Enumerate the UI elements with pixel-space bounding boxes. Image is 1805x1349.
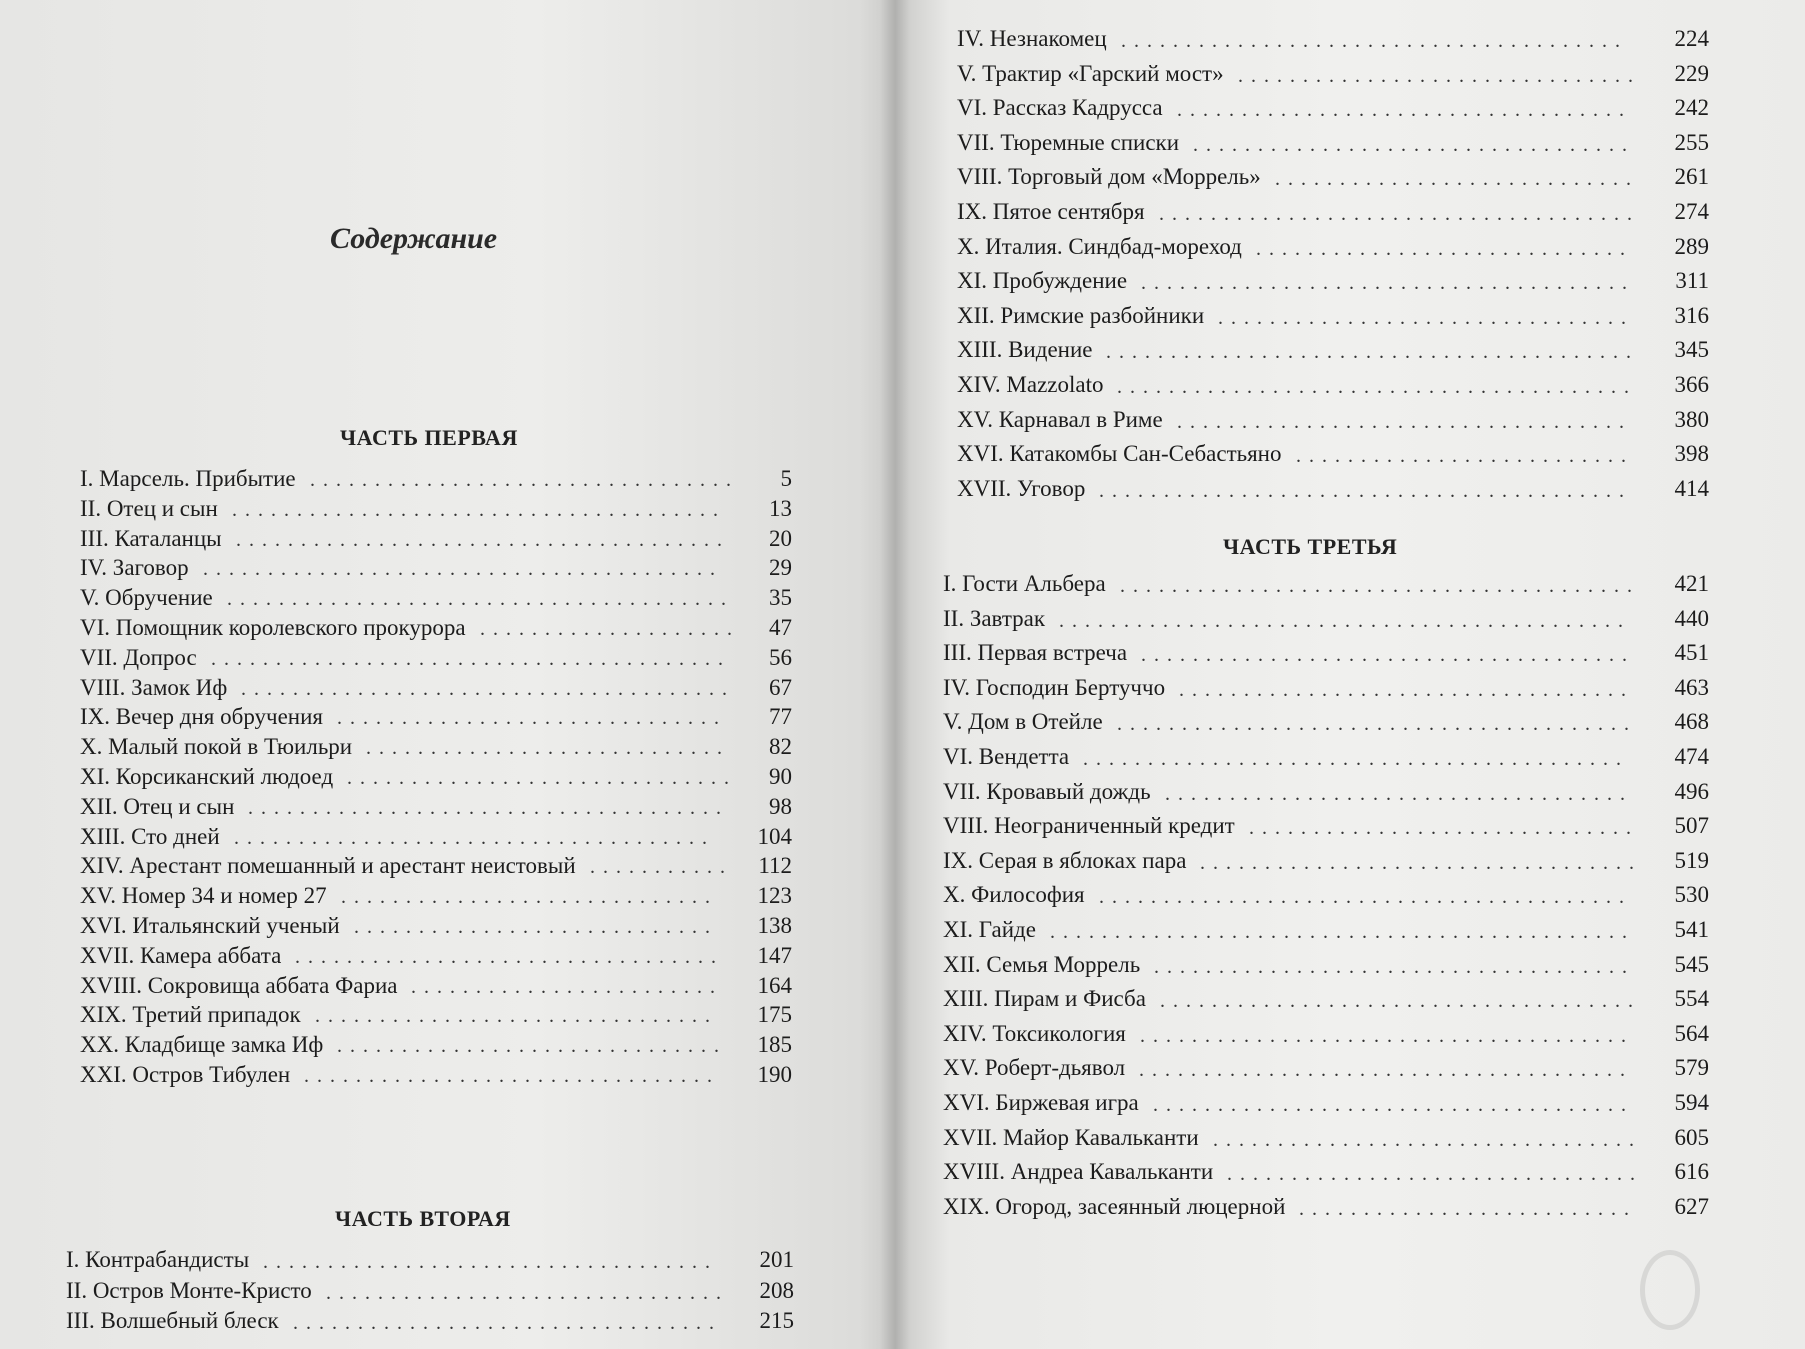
chapter-title: IV. Господин Бертуччо (943, 674, 1166, 700)
dot-leader: ..................................... (1159, 202, 1640, 225)
toc-entry (80, 702, 792, 732)
chapter-title: VII. Допрос (80, 644, 197, 670)
dot-leader: ................................. (293, 1312, 722, 1334)
page-number: 164 (757, 972, 792, 998)
part-3-entries (943, 567, 1709, 1224)
page-number: 451 (1674, 640, 1709, 666)
page-number: 90 (769, 763, 792, 789)
chapter-title: XIII. Пирам и Фисба (943, 986, 1146, 1012)
chapter-title: III. Каталанцы (80, 525, 222, 551)
toc-entry (943, 809, 1709, 844)
toc-entry (80, 881, 792, 911)
toc-entry (943, 878, 1709, 913)
page-number: 201 (759, 1247, 794, 1272)
dot-leader: ...................................... (1140, 1024, 1634, 1047)
page-number: 530 (1674, 882, 1709, 908)
page-number: 554 (1674, 986, 1709, 1012)
dot-leader: ................................. (295, 945, 724, 968)
page-number: 496 (1674, 778, 1709, 804)
page-number: 175 (757, 1002, 792, 1028)
chapter-title: XV. Карнавал в Риме (957, 406, 1163, 432)
chapter-title: VI. Вендетта (943, 743, 1070, 769)
chapter-title: XII. Отец и сын (80, 793, 235, 819)
chapter-title: XII. Римские разбойники (957, 302, 1205, 328)
chapter-title: XIX. Огород, засеянный люцерной (943, 1193, 1286, 1219)
page-number: 13 (769, 495, 792, 521)
dot-leader: .............................. (337, 707, 727, 730)
toc-entry (957, 195, 1709, 230)
chapter-title: II. Остров Монте-Кристо (66, 1277, 312, 1303)
toc-entry (943, 982, 1709, 1017)
dot-leader: ............................ (1275, 168, 1639, 191)
page-number: 311 (1675, 268, 1709, 294)
toc-title: Содержание (330, 222, 498, 255)
chapter-title: XVI. Итальянский ученый (80, 912, 340, 938)
page-number: 463 (1674, 674, 1709, 700)
page-number: 35 (769, 585, 792, 611)
dot-leader: ............................ (354, 915, 718, 938)
page-number: 104 (757, 823, 792, 849)
toc-entry (957, 333, 1709, 368)
chapter-title: XXI. Остров Тибулен (80, 1061, 291, 1087)
chapter-title: X. Философия (943, 882, 1085, 908)
page-number: 224 (1674, 26, 1709, 51)
toc-entry (943, 671, 1709, 706)
toc-entry (943, 1121, 1709, 1156)
dot-leader: ..................................... (234, 826, 715, 849)
toc-entry (943, 1017, 1709, 1052)
chapter-title: XV. Номер 34 и номер 27 (80, 883, 327, 909)
chapter-title: V. Обручение (80, 585, 213, 611)
book-gutter (880, 0, 910, 1349)
chapter-title: IX. Пятое сентября (957, 198, 1145, 224)
dot-leader: ......................................... (1106, 341, 1639, 364)
toc-entry (943, 913, 1709, 948)
chapter-title: IV. Заговор (80, 555, 189, 581)
toc-entry (957, 437, 1709, 472)
page-number: 29 (769, 555, 792, 581)
dot-leader: .......................................... (1083, 747, 1629, 770)
toc-entry (943, 740, 1709, 775)
toc-entry (80, 971, 792, 1001)
page-number: 67 (769, 674, 792, 700)
toc-entry (80, 792, 792, 822)
right-page (895, 0, 1805, 1349)
page-number: 545 (1674, 951, 1709, 977)
toc-entry (80, 1030, 792, 1060)
page-number: 380 (1674, 406, 1709, 432)
dot-leader: ....................................... (227, 588, 734, 611)
page-number: 289 (1674, 233, 1709, 259)
toc-entry (957, 230, 1709, 265)
part-3-heading: ЧАСТЬ ТРЕТЬЯ (1223, 534, 1398, 559)
dot-leader: ...................................... (1141, 644, 1635, 667)
dot-leader: ...................................... (1139, 1059, 1633, 1082)
page-number: 474 (1674, 743, 1709, 769)
toc-entry (80, 1000, 792, 1030)
chapter-title: IX. Вечер дня обручения (80, 704, 323, 730)
page-number: 316 (1674, 302, 1709, 328)
chapter-title: V. Дом в Отейле (943, 709, 1103, 735)
page-number: 398 (1674, 441, 1709, 467)
page-number: 605 (1674, 1124, 1709, 1150)
part-1-entries (80, 464, 792, 1090)
chapter-title: XII. Семья Моррель (943, 951, 1141, 977)
page-number: 185 (757, 1032, 792, 1058)
page-number: 5 (780, 466, 792, 491)
dot-leader: ............................... (326, 1281, 729, 1304)
toc-entry (80, 1060, 792, 1090)
chapter-title: XVI. Катакомбы Сан-Себастьяно (957, 441, 1282, 467)
dot-leader: ............................. (1256, 237, 1633, 260)
dot-leader: ...................................... (236, 528, 730, 551)
dot-leader: ........................ (411, 975, 723, 998)
page-number: 56 (769, 644, 792, 670)
chapter-title: XIV. Mazzolato (957, 371, 1104, 397)
chapter-title: I. Марсель. Прибытие (80, 466, 296, 491)
toc-entry (80, 732, 792, 762)
toc-entry (957, 403, 1709, 438)
dot-leader: ............................... (315, 1005, 718, 1028)
dot-leader: .................................. (1200, 851, 1642, 874)
chapter-title: XIX. Третий припадок (80, 1002, 301, 1028)
left-page (0, 0, 895, 1349)
toc-entry (66, 1245, 794, 1276)
page-number: 616 (1674, 1159, 1709, 1185)
toc-entry (80, 643, 792, 673)
dot-leader: ................................. (1213, 1128, 1642, 1151)
toc-entry (957, 91, 1709, 126)
dot-leader: ...................................... (1141, 272, 1635, 295)
chapter-title: XX. Кладбище замка Иф (80, 1032, 324, 1058)
dot-leader: .............................. (1249, 817, 1639, 840)
bleed-through-running-head (80, 70, 780, 100)
dot-leader: ........................................ (1117, 375, 1637, 398)
toc-entry (957, 472, 1709, 507)
chapter-title: V. Трактир «Гарский мост» (957, 60, 1224, 86)
dot-leader: ..................................... (1153, 1093, 1634, 1116)
page-number: 190 (757, 1061, 792, 1087)
dot-leader: .................... (480, 617, 740, 640)
dot-leader: ........................................ (1120, 575, 1640, 597)
page-number: 208 (759, 1277, 794, 1303)
toc-entry (943, 602, 1709, 637)
chapter-title: XI. Гайде (943, 916, 1036, 942)
chapter-title: II. Отец и сын (80, 495, 218, 521)
dot-leader: ........................................ (211, 647, 731, 670)
page-number: 77 (769, 704, 792, 730)
toc-entry (957, 368, 1709, 403)
toc-entry (66, 1276, 794, 1307)
chapter-title: XVII. Майор Кавальканти (943, 1124, 1199, 1150)
page-number: 468 (1674, 709, 1709, 735)
dot-leader: ................................... (263, 1251, 718, 1273)
chapter-title: IX. Серая в яблоках пара (943, 847, 1187, 873)
dot-leader: ......................................... (1099, 479, 1632, 502)
part-2-entries-right (957, 22, 1709, 506)
chapter-title: III. Первая встреча (943, 640, 1128, 666)
chapter-title: XIII. Видение (957, 337, 1093, 363)
chapter-title: XVII. Камера аббата (80, 942, 282, 968)
part-2-heading: ЧАСТЬ ВТОРАЯ (335, 1206, 511, 1231)
dot-leader: ................................... (1177, 99, 1632, 122)
toc-entry (66, 1306, 794, 1337)
toc-entry (957, 160, 1709, 195)
toc-entry (80, 762, 792, 792)
dot-leader: ................................... (1179, 678, 1634, 701)
page-number: 541 (1674, 916, 1709, 942)
chapter-title: VIII. Неограниченный кредит (943, 813, 1235, 839)
page-number: 229 (1674, 60, 1709, 86)
chapter-title: X. Малый покой в Тюильри (80, 734, 353, 760)
page-number: 255 (1674, 129, 1709, 155)
toc-entry (943, 948, 1709, 983)
chapter-title: VI. Рассказ Кадрусса (957, 95, 1163, 121)
toc-entry (80, 822, 792, 852)
page-number: 579 (1674, 1055, 1709, 1081)
chapter-title: XI. Корсиканский людоед (80, 763, 334, 789)
chapter-title: XIV. Арестант помешанный и арестант неистовый (80, 853, 576, 879)
chapter-title: VIII. Замок Иф (80, 674, 228, 700)
toc-entry (943, 1190, 1709, 1225)
toc-entry (957, 264, 1709, 299)
dot-leader: ............................................ (1059, 609, 1631, 632)
dot-leader: .................................... (1165, 782, 1633, 805)
dot-leader: ....................................... (1121, 30, 1628, 52)
dot-leader: .................................. (1193, 133, 1635, 156)
page-number: 47 (769, 614, 792, 640)
page-number: 507 (1674, 813, 1709, 839)
page-number: 112 (758, 853, 792, 879)
dot-leader: .......................... (1299, 1197, 1637, 1220)
dot-leader: .............................. (337, 1035, 727, 1058)
chapter-title: I. Контрабандисты (66, 1247, 250, 1272)
toc-entry (943, 567, 1709, 602)
dot-leader: ..................................... (248, 796, 729, 819)
chapter-title: XIV. Токсикология (943, 1020, 1126, 1046)
toc-entry (80, 524, 792, 554)
toc-entry (80, 583, 792, 613)
page-number: 564 (1674, 1020, 1709, 1046)
dot-leader: ............................ (366, 737, 730, 760)
dot-leader: ................................ (1227, 1163, 1643, 1186)
chapter-title: IV. Незнакомец (957, 26, 1107, 51)
chapter-title: I. Гости Альбера (943, 571, 1106, 596)
toc-entry (80, 464, 792, 494)
page-number: 345 (1674, 337, 1709, 363)
chapter-title: XVIII. Сокровища аббата Фариа (80, 972, 398, 998)
page-number: 274 (1674, 198, 1709, 224)
toc-entry (943, 1086, 1709, 1121)
toc-entry (957, 126, 1709, 161)
dot-leader: ................................. (310, 469, 739, 491)
dot-leader: ........................................ (1117, 713, 1637, 736)
toc-entry (957, 57, 1709, 92)
toc-entry (80, 553, 792, 583)
chapter-title: XIII. Сто дней (80, 823, 220, 849)
chapter-title: VII. Тюремные списки (957, 129, 1180, 155)
chapter-title: X. Италия. Синдбад-мореход (957, 233, 1242, 259)
toc-entry (80, 494, 792, 524)
toc-entry (943, 705, 1709, 740)
toc-entry (80, 911, 792, 941)
page-number: 98 (769, 793, 792, 819)
dot-leader: .............................. (347, 766, 737, 789)
toc-entry (943, 844, 1709, 879)
page-number: 147 (757, 942, 792, 968)
dot-leader: ............................. (341, 886, 718, 909)
page-number: 215 (759, 1308, 794, 1333)
toc-entry (957, 22, 1709, 57)
dot-leader: ..................................... (1154, 955, 1635, 978)
toc-entry (943, 1155, 1709, 1190)
dot-leader: ................................ (304, 1064, 720, 1087)
chapter-title: III. Волшебный блеск (66, 1308, 279, 1333)
page-number: 594 (1674, 1089, 1709, 1115)
toc-entry (80, 941, 792, 971)
toc-entry (943, 1051, 1709, 1086)
dot-leader: ...................................... (241, 677, 735, 700)
bleed-publisher-logo (1640, 1250, 1700, 1330)
chapter-title: XV. Роберт-дьявол (943, 1055, 1126, 1081)
dot-leader: ................................ (1218, 306, 1634, 329)
page-number: 123 (757, 883, 792, 909)
page-number: 82 (769, 734, 792, 760)
page-number: 242 (1674, 95, 1709, 121)
dot-leader: ........... (590, 856, 733, 879)
dot-leader: ............................................. (1050, 920, 1635, 943)
page-number: 421 (1674, 571, 1709, 596)
page-number: 366 (1674, 371, 1709, 397)
page-number: 261 (1674, 164, 1709, 190)
page-number: 440 (1674, 605, 1709, 631)
chapter-title: VIII. Торговый дом «Моррель» (957, 164, 1261, 190)
toc-entry (80, 673, 792, 703)
toc-entry (957, 299, 1709, 334)
part-2-entries-left (66, 1245, 794, 1337)
toc-entry (943, 775, 1709, 810)
part-1-heading: ЧАСТЬ ПЕРВАЯ (340, 425, 518, 450)
page-number: 414 (1674, 475, 1709, 501)
chapter-title: VI. Помощник королевского прокурора (80, 614, 466, 640)
dot-leader: ............................... (1238, 64, 1641, 87)
toc-entry (80, 851, 792, 881)
chapter-title: XI. Пробуждение (957, 268, 1128, 294)
page-number: 20 (769, 525, 792, 551)
dot-leader: ................................... (1177, 410, 1632, 433)
dot-leader: ..................................... (1160, 990, 1641, 1013)
dot-leader: .......................... (1296, 445, 1634, 468)
dot-leader: ...................................... (232, 498, 726, 521)
chapter-title: XVI. Биржевая игра (943, 1089, 1139, 1115)
chapter-title: XVIII. Андреа Кавальканти (943, 1159, 1214, 1185)
page-number: 519 (1674, 847, 1709, 873)
dot-leader: ......................................... (1099, 886, 1632, 909)
chapter-title: II. Завтрак (943, 605, 1046, 631)
toc-entry (943, 636, 1709, 671)
toc-entry (80, 613, 792, 643)
chapter-title: XVII. Уговор (957, 475, 1086, 501)
dot-leader: ........................................ (203, 558, 723, 581)
page-number: 138 (757, 912, 792, 938)
chapter-title: VII. Кровавый дождь (943, 778, 1151, 804)
page-number: 627 (1674, 1193, 1709, 1219)
